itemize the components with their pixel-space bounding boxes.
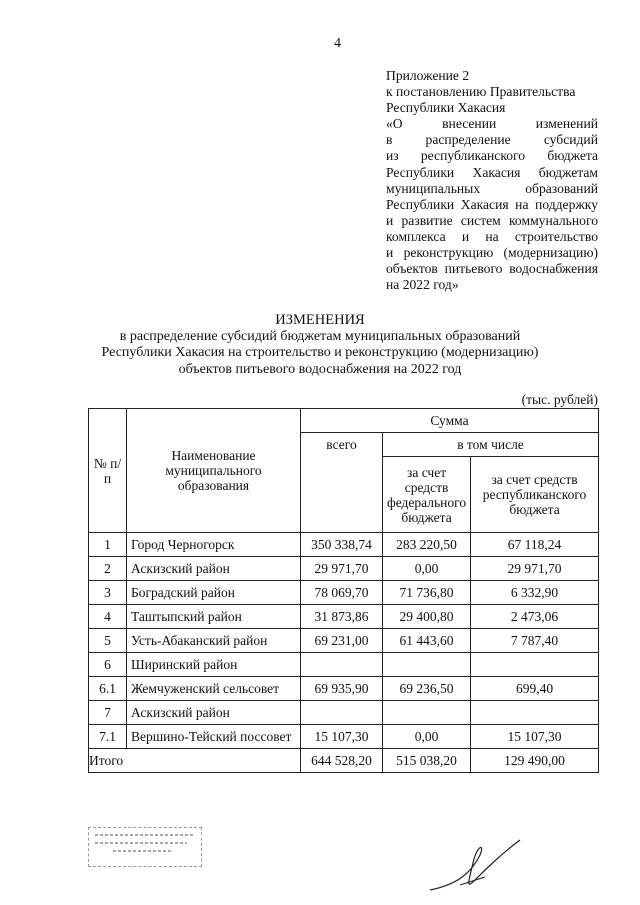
row-republic: 29 971,70 [471, 557, 599, 581]
appendix-line: на 2022 год» [386, 277, 459, 293]
total-sum: 644 528,20 [301, 749, 383, 773]
table-row [89, 701, 599, 725]
table-row [89, 557, 599, 581]
row-num: 4 [89, 605, 127, 629]
row-name: Боградский район [127, 581, 301, 605]
header-including: в том числе [383, 433, 599, 457]
title-heading: ИЗМЕНЕНИЯ [275, 312, 365, 328]
row-federal: 283 220,50 [383, 533, 471, 557]
appendix-line: «О внесении изменений [386, 116, 598, 132]
row-federal: 71 736,80 [383, 581, 471, 605]
header-num: № п/п [89, 409, 127, 533]
row-republic [471, 653, 599, 677]
header-republic: за счет средств республиканского бюджета [471, 457, 599, 533]
row-name: Ширинский район [127, 653, 301, 677]
appendix-line: комплекса и на строительство [386, 228, 598, 244]
table-row [89, 533, 599, 557]
row-republic: 15 107,30 [471, 725, 599, 749]
row-num: 5 [89, 629, 127, 653]
header-name: Наименование муниципального образования [127, 409, 301, 533]
row-republic: 2 473,06 [471, 605, 599, 629]
stamp [88, 827, 202, 867]
row-federal [383, 701, 471, 725]
row-total: 69 231,00 [301, 629, 383, 653]
appendix-line: Республики Хакасия на поддержку [386, 196, 598, 212]
appendix-line: объектов питьевого водоснабжения [386, 261, 598, 277]
total-federal: 515 038,20 [383, 749, 471, 773]
table-row [89, 677, 599, 701]
header-sum: Сумма [301, 409, 599, 433]
table-row [89, 629, 599, 653]
row-num: 1 [89, 533, 127, 557]
row-name: Город Черногорск [127, 533, 301, 557]
table-row [89, 605, 599, 629]
row-republic: 7 787,40 [471, 629, 599, 653]
unit-label: (тыс. рублей) [521, 392, 598, 407]
row-total: 15 107,30 [301, 725, 383, 749]
row-num: 3 [89, 581, 127, 605]
header-federal: за счет средств федерального бюджета [383, 457, 471, 533]
row-total: 69 935,90 [301, 677, 383, 701]
appendix-line: муниципальных образований [386, 180, 598, 196]
title-line: объектов питьевого водоснабжения на 2022 год [178, 361, 462, 377]
appendix-line: Приложение 2 [386, 68, 470, 83]
title-line: в распределение субсидий бюджетам муниципальных образований [119, 328, 521, 344]
row-name: Аскизский район [127, 557, 301, 581]
row-num: 6.1 [89, 677, 127, 701]
row-total [301, 701, 383, 725]
row-federal: 61 443,60 [383, 629, 471, 653]
row-name: Усть-Абаканский район [127, 629, 301, 653]
row-total: 350 338,74 [301, 533, 383, 557]
appendix-line: Республики Хакасия бюджетам [386, 164, 598, 180]
row-name: Жемчуженский сельсовет [127, 677, 301, 701]
appendix-line: в распределение субсидий [386, 132, 598, 148]
table-row [89, 725, 599, 749]
appendix-line: и реконструкцию (модернизацию) [386, 245, 598, 261]
row-total: 29 971,70 [301, 557, 383, 581]
appendix-line: Республики Хакасия [386, 100, 506, 116]
appendix-line: и развитие систем коммунального [386, 212, 598, 228]
row-num: 2 [89, 557, 127, 581]
subsidy-table [88, 408, 599, 773]
row-federal: 0,00 [383, 557, 471, 581]
row-total [301, 653, 383, 677]
row-num: 7 [89, 701, 127, 725]
row-republic: 67 118,24 [471, 533, 599, 557]
document-title [0, 312, 640, 378]
row-total: 31 873,86 [301, 605, 383, 629]
total-row [89, 749, 599, 773]
page-number: 4 [334, 36, 341, 51]
row-federal: 29 400,80 [383, 605, 471, 629]
appendix-line: к постановлению Правительства [386, 84, 576, 100]
total-republic: 129 490,00 [471, 749, 599, 773]
row-republic: 6 332,90 [471, 581, 599, 605]
row-total: 78 069,70 [301, 581, 383, 605]
row-name: Вершино-Тейский поссовет [127, 725, 301, 749]
row-federal: 0,00 [383, 725, 471, 749]
title-line: Республики Хакасия на строительство и реконструкцию (модернизацию) [101, 345, 539, 360]
row-num: 6 [89, 653, 127, 677]
row-republic: 699,40 [471, 677, 599, 701]
appendix-line: из республиканского бюджета [386, 148, 598, 164]
table-row [89, 653, 599, 677]
row-name: Таштыпский район [127, 605, 301, 629]
row-republic [471, 701, 599, 725]
row-federal: 69 236,50 [383, 677, 471, 701]
row-name: Аскизский район [127, 701, 301, 725]
header-total: всего [301, 433, 383, 533]
row-num: 7.1 [89, 725, 127, 749]
table-row [89, 581, 599, 605]
appendix-header [386, 68, 598, 293]
total-label: Итого [89, 749, 301, 773]
row-federal [383, 653, 471, 677]
signature [425, 835, 525, 895]
